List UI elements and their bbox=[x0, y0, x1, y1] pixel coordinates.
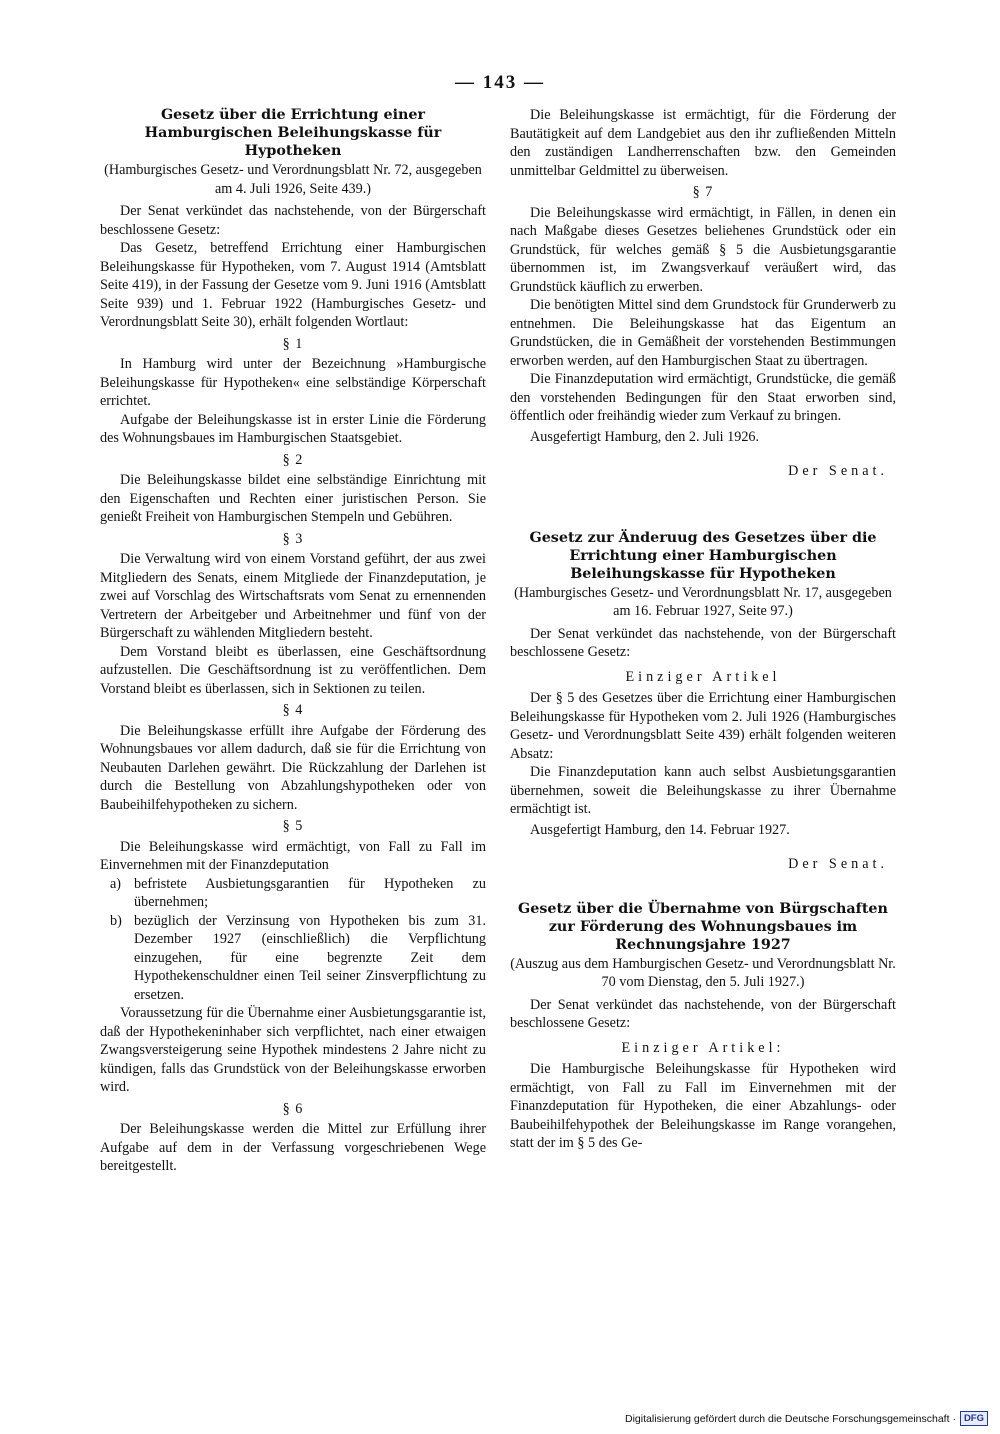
section-heading-2: § 2 bbox=[282, 451, 304, 468]
section-6-paragraph-2: Die Beleihungskasse ist ermächtigt, für die Förderung der Bautätigkeit auf dem Landgebiet aus den ihr zufließenden Mitteln den zuständigen Landherrenschaften bzw. den Gemeinden unmittelbar Geldmittel zu überweisen. bbox=[510, 107, 896, 179]
digitization-footer bbox=[596, 1411, 988, 1426]
spacer bbox=[510, 874, 896, 900]
section-5-paragraph-1: Die Beleihungskasse wird ermächtigt, von Fall zu Fall im Einvernehmen mit der Finanzdeputation bbox=[100, 838, 486, 873]
section-2-paragraph-1: Die Beleihungskasse bildet eine selbständige Einrichtung mit den Eigenschaften und Rechten einer juristischen Person. Sie genießt Freiheit von Hamburgischen Stempeln und Gebühren. bbox=[100, 472, 486, 525]
section-7-paragraph-2: Die benötigten Mittel sind dem Grundstock für Grunderwerb zu entnehmen. Die Beleihungskasse hat das Eigentum an Grundstücken, die in Gemäßheit der vorstehenden Bestimmungen erworben werden, auf den Hamburgischen Staat zu übertragen. bbox=[510, 297, 896, 369]
right-column bbox=[510, 106, 896, 1153]
section-3-paragraph-1: Die Verwaltung wird von einem Vorstand geführt, der aus zwei Mitgliedern des Senats, einem Mitgliede der Finanzdeputation, je zwei auf Vorschlag des Wirtschaftsrats vom Senat zu ernennenden Vertretern der Arbeitgeber und Arbeitnehmer und fünf von der Bürgerschaft zu wählenden Mitgliedern besteht. bbox=[100, 551, 486, 641]
dfg-logo-icon: DFG bbox=[960, 1411, 988, 1426]
section-heading-4: § 4 bbox=[282, 702, 304, 718]
preamble-paragraph: Das Gesetz, betreffend Errichtung einer Hamburgischen Beleihungskasse für Hypotheken, vom 7. August 1914 (Amtsblatt Seite 419), in der Fassung der Gesetze vom 9. Juni 1916 (Amtsblatt Seite 939) und 1. Februar 1922 (Hamburgisches Gesetz- und Verordnungsblatt Seite 30), erhält folgenden Wortlaut: bbox=[100, 240, 486, 330]
item-a-label: a) bbox=[110, 875, 122, 892]
section-3-paragraph-2: Dem Vorstand bleibt es überlassen, eine Geschäftsordnung aufzustellen. Die Geschäftsordnung ist zu veröffentlichen. Dem Vorstand bleibt es überlassen, sich in Sektionen zu teilen. bbox=[100, 643, 486, 697]
law-title-1: Gesetz über die Errichtung einer Hamburgischen Beleihungskasse für Hypotheken bbox=[144, 107, 442, 159]
section-5-item-a bbox=[100, 875, 486, 912]
senat-signature-2: Der Senat. bbox=[788, 856, 888, 872]
section-1-paragraph-2: Aufgabe der Beleihungskasse ist in erster Linie die Förderung des Wohnungsbaues im Hamburgischen Staatsgebiet. bbox=[100, 411, 486, 446]
section-6-paragraph-1: Der Beleihungskasse werden die Mittel zur Erfüllung ihrer Aufgabe auf dem in der Verfassung vorgeschriebenen Wege bereitgestellt. bbox=[100, 1121, 486, 1174]
law-title-2: Gesetz zur Änderuug des Gesetzes über die Errichtung einer Hamburgischen Beleihungskasse für Hypotheken bbox=[529, 529, 877, 582]
item-b-label: b) bbox=[110, 912, 122, 929]
section-5-paragraph-2: Voraussetzung für die Übernahme einer Ausbietungsgarantie ist, daß der Hypothekeninhaber sich verpflichtet, nach einer etwaigen Zwangsversteigerung seine Hypothek mindestens 2 Jahre nicht zu kündigen, falls das Grundstück von der Beleihungskasse erworben wird. bbox=[100, 1005, 486, 1095]
section-5-item-b bbox=[100, 912, 486, 1005]
artikel-2-paragraph-2: Die Finanzdeputation kann auch selbst Ausbietungsgarantien übernehmen, soweit die Beleihungskasse zu ihrer Übernahme ermächtigt ist. bbox=[510, 764, 896, 817]
intro-paragraph-2: Der Senat verkündet das nachstehende, von der Bürgerschaft beschlossene Gesetz: bbox=[510, 625, 896, 660]
item-b-text: bezüglich der Verzinsung von Hypotheken bis zum 31. Dezember 1927 (einschließlich) die Verpflichtung einzugehen, für eine begrenzte Zeit dem Hypothekenschuldner einen Teil seiner Zinsverpflichtung zu ersetzen. bbox=[134, 912, 486, 1003]
artikel-2-paragraph-1: Der § 5 des Gesetzes über die Errichtung einer Hamburgischen Beleihungskasse für Hypotheken vom 2. Juli 1926 (Hamburgisches Gesetz- und Verordnungsblatt Seite 439) erhält folgenden weiteren Absatz: bbox=[510, 690, 896, 762]
intro-paragraph-3: Der Senat verkündet das nachstehende, von der Bürgerschaft beschlossene Gesetz: bbox=[510, 996, 896, 1031]
spacer bbox=[510, 481, 896, 529]
artikel-heading-2: Einziger Artikel bbox=[625, 668, 781, 685]
section-heading-6: § 6 bbox=[282, 1100, 304, 1117]
section-7-paragraph-3: Die Finanzdeputation wird ermächtigt, Grundstücke, die gemäß den vorstehenden Bedingungen für den Staat erworben sind, öffentlich oder freihändig wieder zum Verkauf zu bringen. bbox=[510, 371, 896, 424]
page-number: — 143 — bbox=[455, 72, 545, 93]
section-heading-7: § 7 bbox=[692, 184, 714, 200]
section-4-paragraph-1: Die Beleihungskasse erfüllt ihre Aufgabe der Förderung des Wohnungsbaues vor allem dadurch, daß sie für die Errichtung von Neubauten Darlehen gewährt. Die Rückzahlung der Darlehen ist durch die Bestellung von Abzahlungshypotheken oder von Baubeihilfehypotheken zu sichern. bbox=[100, 722, 486, 813]
law-source-2: (Hamburgisches Gesetz- und Verordnungsblatt Nr. 17, ausgegeben am 16. Februar 1927, Seite 97.) bbox=[514, 584, 892, 619]
intro-paragraph: Der Senat verkündet das nachstehende, von der Bürgerschaft beschlossene Gesetz: bbox=[100, 203, 486, 238]
law-title-3: Gesetz über die Übernahme von Bürgschaften zur Förderung des Wohnungsbaues im Rechnungsjahre 1927 bbox=[518, 900, 888, 953]
signed-line-1: Ausgefertigt Hamburg, den 2. Juli 1926. bbox=[530, 428, 760, 445]
footer-text: Digitalisierung gefördert durch die Deutsche Forschungsgemeinschaft · bbox=[625, 1412, 956, 1425]
section-1-paragraph-1: In Hamburg wird unter der Bezeichnung »Hamburgische Beleihungskasse für Hypotheken« eine selbständige Körperschaft errichtet. bbox=[100, 356, 486, 409]
section-heading-5: § 5 bbox=[282, 818, 304, 834]
artikel-3-paragraph-1: Die Hamburgische Beleihungskasse für Hypotheken wird ermächtigt, von Fall zu Fall im Einvernehmen mit der Finanzdeputation für Hypotheken, die einer Abzahlungs- oder Baubeihilfehypothek der Beleihungskasse im Range vorangehen, statt der im § 5 des Ge- bbox=[510, 1061, 896, 1151]
senat-signature-1: Der Senat. bbox=[788, 463, 888, 479]
law-source-1: (Hamburgisches Gesetz- und Verordnungsblatt Nr. 72, ausgegeben am 4. Juli 1926, Seite 439.) bbox=[104, 162, 482, 197]
item-a-text: befristete Ausbietungsgarantien für Hypotheken zu übernehmen; bbox=[134, 875, 486, 910]
section-heading-1: § 1 bbox=[282, 335, 304, 352]
law-source-3: (Auszug aus dem Hamburgischen Gesetz- und Verordnungsblatt Nr. 70 vom Dienstag, den 5. Juli 1927.) bbox=[510, 955, 896, 990]
signed-line-2: Ausgefertigt Hamburg, den 14. Februar 1927. bbox=[530, 821, 790, 838]
section-heading-3: § 3 bbox=[282, 530, 304, 547]
section-7-paragraph-1: Die Beleihungskasse wird ermächtigt, in Fällen, in denen ein nach Maßgabe dieses Gesetzes beliehenes Grundstück oder ein Grundstück, für welches gemäß § 5 die Ausbietungsgarantie übernommen ist, im Zwangsverkauf veräußert wird, das Grundstück käuflich zu erwerben. bbox=[510, 204, 896, 295]
artikel-heading-3: Einziger Artikel: bbox=[621, 1039, 785, 1056]
left-column bbox=[100, 106, 486, 1176]
